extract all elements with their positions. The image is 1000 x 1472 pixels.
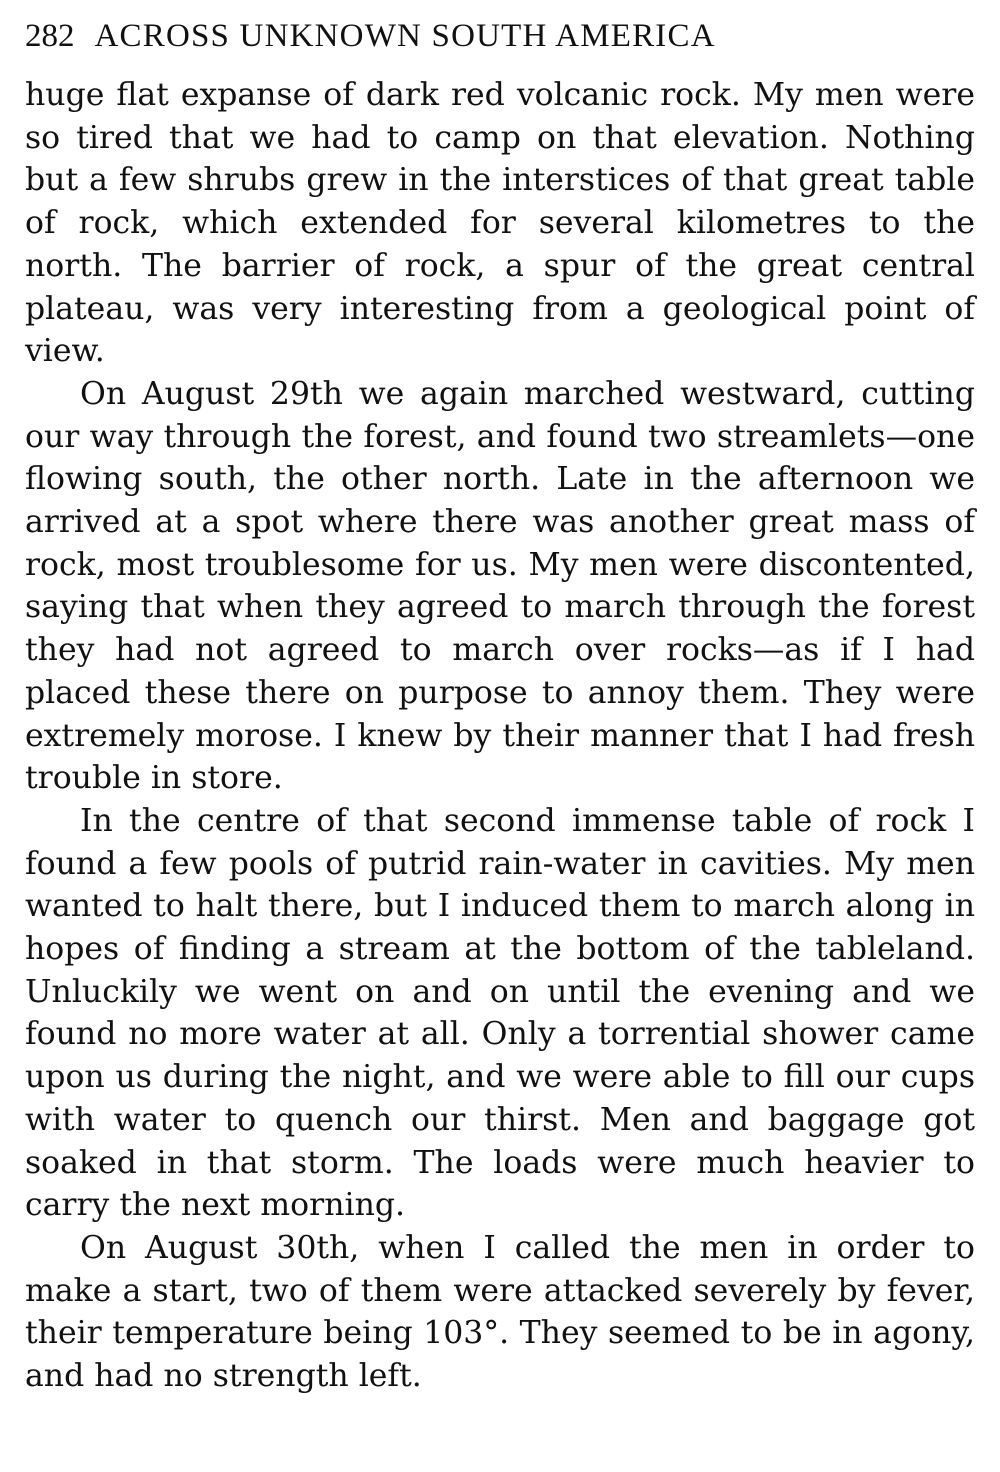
body-text [25,74,975,1398]
paragraph-august-29: On August 29th we again marched westward, cutting our way through the forest, and found two streamlets—one flowing south, the other north. Late in the afternoon we arrived at a spot where there was another great mass of rock, most troublesome for us. My men were discontented, saying that when they agreed to march through the forest they had not agreed to march over rocks—as if I had placed these there on purpose to annoy them. They were extremely morose. I knew by their manner that I had fresh trouble in store. [25,375,975,797]
page-number: 282 [25,18,75,54]
paragraph-august-30: On August 30th, when I called the men in order to make a start, two of them were attacked severely by fever, their temperature being 103°. They seemed to be in agony, and had no strength left. [25,1229,975,1395]
paragraph-second-table: In the centre of that second immense table of rock I found a few pools of putrid rain-water in cavities. My men wanted to halt there, but I induced them to march along in hopes of finding a stream at the bottom of the tableland. Unluckily we went on and on until the evening and we found no more water at all. Only a torrential shower came upon us during the night, and we were able to fill our cups with water to quench our thirst. Men and baggage got soaked in that storm. The loads were much heavier to carry the next morning. [25,802,975,1224]
paragraph-continued: huge flat expanse of dark red volcanic rock. My men were so tired that we had to camp on that elevation. Nothing but a few shrubs grew in the interstices of that great table of rock, which extended for several kilometres to the north. The barrier of rock, a spur of the great central plateau, was very interesting from a geological point of view. [25,77,975,370]
page-header [25,18,975,74]
running-title: ACROSS UNKNOWN SOUTH AMERICA [94,18,716,54]
book-page [25,18,975,1398]
